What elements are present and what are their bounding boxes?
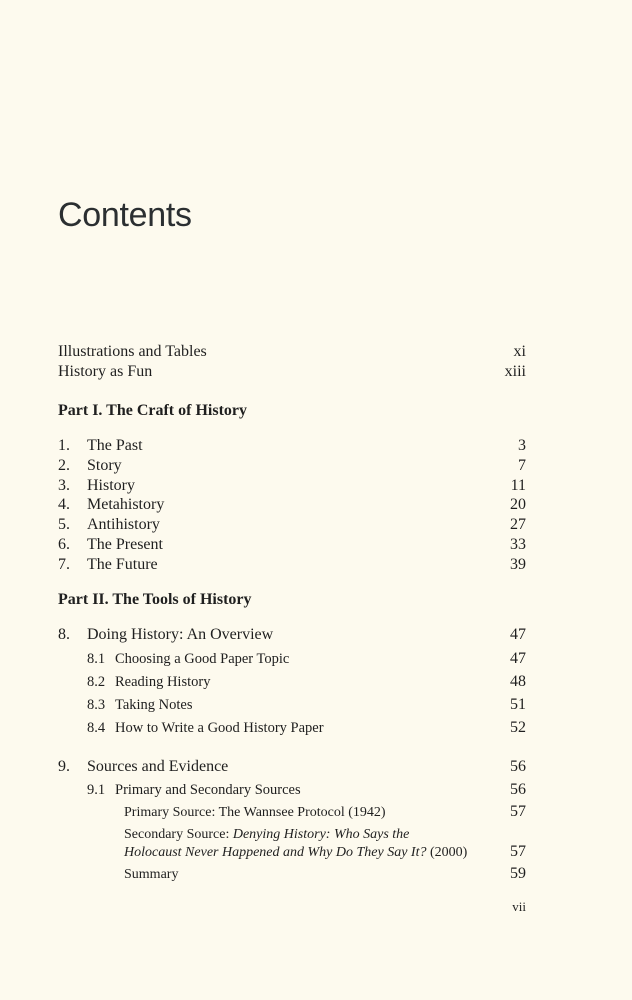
chapter-title: Metahistory [87,496,165,513]
toc-subsection[interactable] [58,802,526,822]
chapter-page: 11 [510,477,526,494]
section-title: Choosing a Good Paper Topic [115,651,290,667]
toc-entry-title: History as Fun [58,363,153,380]
page-title: Contents [58,196,192,234]
section-number: 8.2 [87,674,106,690]
chapter-title: The Present [87,536,163,553]
section-page: 48 [510,673,526,690]
chapter-number: 6. [58,536,70,553]
chapter-title: The Past [87,437,143,454]
toc-entry-history-as-fun[interactable] [58,362,526,382]
chapter-number: 5. [58,516,70,533]
toc-section[interactable] [58,649,526,669]
subsection-suffix: (2000) [426,845,468,860]
toc-entry-illustrations[interactable] [58,342,526,362]
chapter-page: 47 [510,626,526,643]
toc-section[interactable] [58,695,526,715]
subsection-prefix: Secondary Source: [124,827,233,842]
chapter-page: 27 [510,516,526,533]
toc-chapter[interactable] [58,555,526,575]
subsection-book-title-line1: Denying History: Who Says the [232,827,410,842]
chapter-page: 3 [518,437,526,454]
toc-section[interactable] [58,718,526,738]
subsection-page: 57 [510,843,526,860]
toc-chapter[interactable] [58,476,526,496]
subsection-book-title-line2: Holocaust Never Happened and Why Do They Say It? [124,845,427,860]
toc-entry-page: xi [513,343,526,360]
subsection-title: Summary [124,867,179,882]
subsection-page: 59 [510,865,526,882]
toc-chapter[interactable] [58,515,526,535]
subsection-page: 57 [510,803,526,820]
section-page: 47 [510,650,526,667]
chapter-page: 33 [510,536,526,553]
toc-subsection[interactable] [58,864,526,884]
toc-chapter[interactable] [58,625,526,645]
chapter-title: Doing History: An Overview [87,626,274,643]
chapter-page: 20 [510,496,526,513]
section-number: 8.3 [87,697,106,713]
toc-section[interactable] [58,672,526,692]
toc-entry-page: xiii [504,363,526,380]
toc-entry-title: Illustrations and Tables [58,343,207,360]
toc-chapter[interactable] [58,495,526,515]
chapter-number: 3. [58,477,70,494]
part-heading: Part I. The Craft of History [58,402,247,419]
section-number: 8.1 [87,651,106,667]
part-heading: Part II. The Tools of History [58,591,252,608]
chapter-page: 39 [510,556,526,573]
section-number: 9.1 [87,782,106,798]
section-title: How to Write a Good History Paper [115,720,324,736]
chapter-title: Story [87,457,122,474]
chapter-number: 9. [58,758,70,775]
subsection-title: Primary Source: The Wannsee Protocol (1942) [124,805,386,820]
toc-chapter[interactable] [58,535,526,555]
subsection-title [124,826,496,862]
section-number: 8.4 [87,720,106,736]
toc-chapter[interactable] [58,436,526,456]
chapter-number: 1. [58,437,70,454]
section-title: Primary and Secondary Sources [115,782,301,798]
chapter-number: 8. [58,626,70,643]
section-page: 56 [510,781,526,798]
section-page: 52 [510,719,526,736]
section-title: Taking Notes [115,697,193,713]
toc-section[interactable] [58,780,526,800]
chapter-page: 7 [518,457,526,474]
chapter-number: 2. [58,457,70,474]
toc-subsection[interactable] [58,826,526,862]
chapter-title: History [87,477,135,494]
page-number: vii [512,899,526,914]
toc-chapter[interactable] [58,456,526,476]
chapter-number: 4. [58,496,70,513]
chapter-page: 56 [510,758,526,775]
toc-chapter[interactable] [58,757,526,777]
chapter-title: The Future [87,556,158,573]
section-title: Reading History [115,674,211,690]
section-page: 51 [510,696,526,713]
chapter-title: Sources and Evidence [87,758,229,775]
chapter-number: 7. [58,556,70,573]
chapter-title: Antihistory [87,516,160,533]
